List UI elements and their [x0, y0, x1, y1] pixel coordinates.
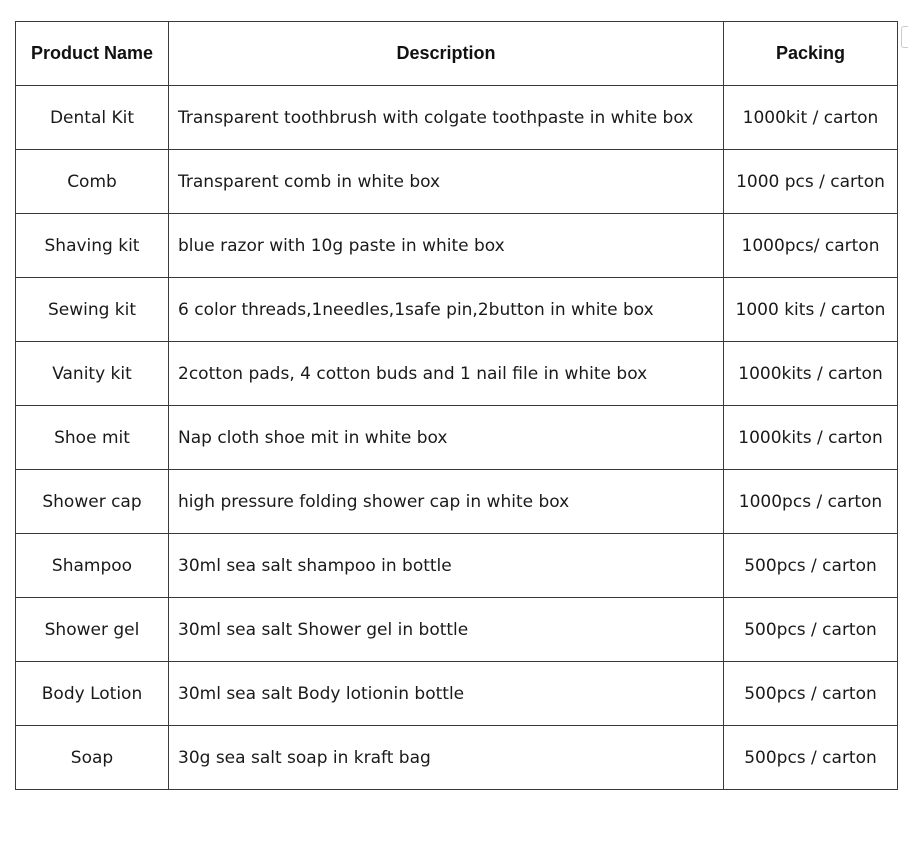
cell-packing: 500pcs / carton	[724, 534, 898, 598]
table-row	[16, 214, 898, 278]
table-body	[16, 86, 898, 790]
table-header	[16, 22, 898, 86]
cell-packing: 1000pcs/ carton	[724, 214, 898, 278]
cell-description: Transparent toothbrush with colgate toothpaste in white box	[169, 86, 724, 150]
cell-description: Transparent comb in white box	[169, 150, 724, 214]
cell-product-name: Vanity kit	[16, 342, 169, 406]
header-description: Description	[169, 22, 724, 86]
cell-description: 30ml sea salt Body lotionin bottle	[169, 662, 724, 726]
cell-packing: 1000kit / carton	[724, 86, 898, 150]
cell-packing: 500pcs / carton	[724, 598, 898, 662]
cell-description: 30g sea salt soap in kraft bag	[169, 726, 724, 790]
cell-product-name: Soap	[16, 726, 169, 790]
table-row	[16, 406, 898, 470]
cell-description: 30ml sea salt Shower gel in bottle	[169, 598, 724, 662]
cell-description: 30ml sea salt shampoo in bottle	[169, 534, 724, 598]
cell-packing: 1000 kits / carton	[724, 278, 898, 342]
cell-product-name: Shaving kit	[16, 214, 169, 278]
header-product-name: Product Name	[16, 22, 169, 86]
table-row	[16, 726, 898, 790]
cell-description: 6 color threads,1needles,1safe pin,2button in white box	[169, 278, 724, 342]
cell-packing: 500pcs / carton	[724, 662, 898, 726]
cell-description: 2cotton pads, 4 cotton buds and 1 nail file in white box	[169, 342, 724, 406]
cell-packing: 1000 pcs / carton	[724, 150, 898, 214]
table-row	[16, 86, 898, 150]
cell-description: Nap cloth shoe mit in white box	[169, 406, 724, 470]
table-row	[16, 342, 898, 406]
table-row	[16, 150, 898, 214]
cell-product-name: Dental Kit	[16, 86, 169, 150]
cell-packing: 500pcs / carton	[724, 726, 898, 790]
header-packing: Packing	[724, 22, 898, 86]
table-row	[16, 662, 898, 726]
cell-product-name: Shower cap	[16, 470, 169, 534]
cell-product-name: Shampoo	[16, 534, 169, 598]
table-row	[16, 534, 898, 598]
cell-packing: 1000kits / carton	[724, 406, 898, 470]
cell-packing: 1000pcs / carton	[724, 470, 898, 534]
product-table	[15, 21, 898, 790]
page-edge-mark	[901, 26, 908, 48]
cell-packing: 1000kits / carton	[724, 342, 898, 406]
table-row	[16, 598, 898, 662]
cell-product-name: Sewing kit	[16, 278, 169, 342]
table-row	[16, 278, 898, 342]
cell-product-name: Shower gel	[16, 598, 169, 662]
cell-description: high pressure folding shower cap in white box	[169, 470, 724, 534]
cell-product-name: Shoe mit	[16, 406, 169, 470]
cell-product-name: Body Lotion	[16, 662, 169, 726]
header-row	[16, 22, 898, 86]
table-row	[16, 470, 898, 534]
cell-description: blue razor with 10g paste in white box	[169, 214, 724, 278]
cell-product-name: Comb	[16, 150, 169, 214]
